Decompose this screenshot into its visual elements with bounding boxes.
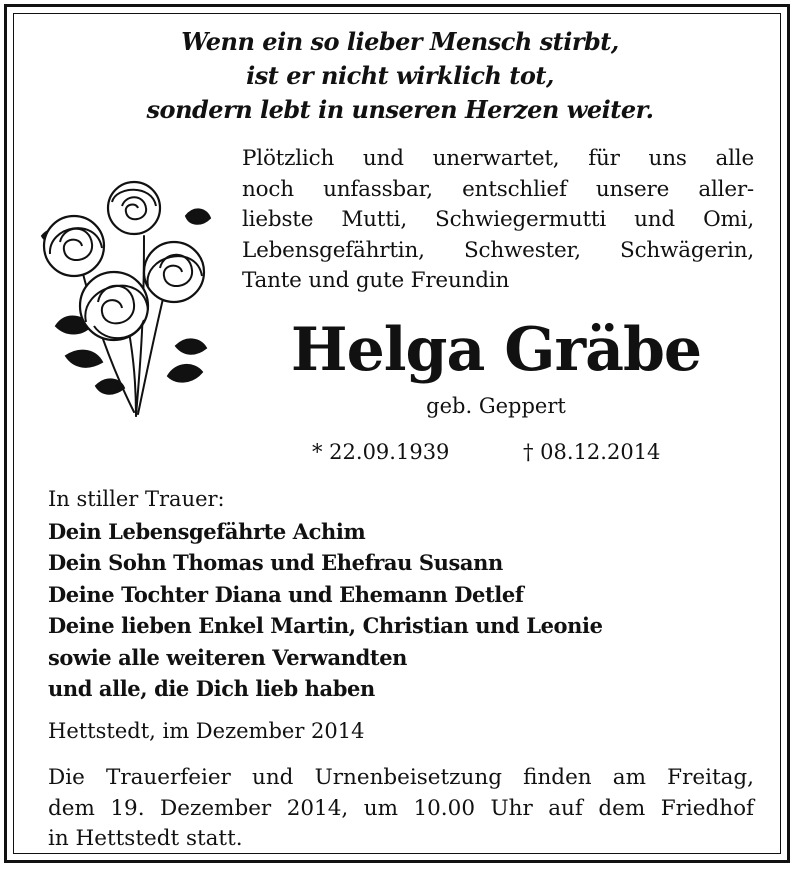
intro-line-4: Lebensgefährtin, Schwester, Schwägerin, (242, 237, 754, 263)
service-line-2: dem 19. Dezember 2014, um 10.00 Uhr auf dem Friedhof (48, 795, 754, 821)
roses-icon (36, 176, 212, 428)
motto-line-2: ist er nicht wirklich tot, (246, 61, 554, 90)
service-line-1: Die Trauerfeier und Urnenbeisetzung finden am Freitag, (48, 765, 754, 790)
motto-line-1: Wenn ein so lieber Mensch stirbt, (181, 27, 619, 56)
service-info (48, 763, 754, 855)
mourner-line: Dein Sohn Thomas und Ehefrau Susann (48, 550, 503, 575)
deceased-name: Helga Gräbe (290, 315, 702, 385)
mourners-block (48, 484, 758, 705)
intro-line-1: Plötzlich und unerwartet, für uns alle (242, 146, 754, 171)
intro-text (242, 144, 754, 297)
intro-line-2: noch unfassbar, entschlief unsere aller- (242, 176, 754, 202)
motto (0, 25, 800, 127)
motto-line-3: sondern lebt in unseren Herzen weiter. (146, 95, 654, 124)
mourner-line: Deine lieben Enkel Martin, Christian und Leonie (48, 613, 603, 638)
mourners-heading: In stiller Trauer: (48, 487, 225, 511)
mourner-line: Dein Lebensgefährte Achim (48, 518, 366, 544)
intro-line-3: liebste Mutti, Schwiegermutti und Omi, (242, 207, 754, 232)
birth-date: * 22.09.1939 (312, 440, 450, 464)
intro-line-5: Tante und gute Freundin (242, 268, 510, 293)
birth-name: geb. Geppert (426, 394, 566, 418)
death-date: † 08.12.2014 (523, 440, 661, 464)
place-date: Hettstedt, im Dezember 2014 (48, 719, 365, 743)
mourner-line: Deine Tochter Diana und Ehemann Detlef (48, 581, 524, 607)
mourner-line: und alle, die Dich lieb haben (48, 676, 375, 701)
service-line-3: in Hettstedt statt. (48, 826, 243, 851)
mourner-line: sowie alle weiteren Verwandten (48, 644, 408, 670)
